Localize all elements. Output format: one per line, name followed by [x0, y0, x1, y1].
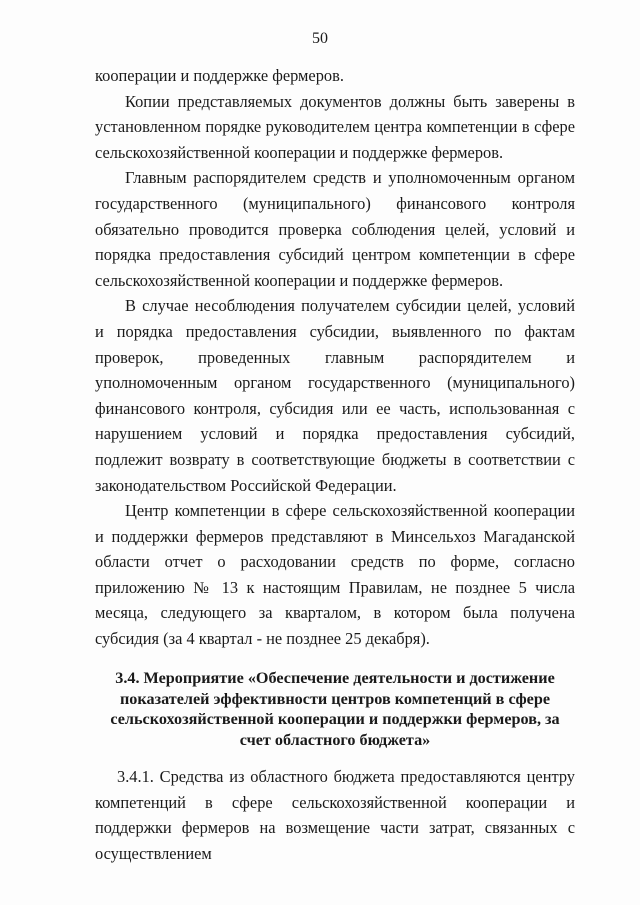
section-heading: 3.4. Мероприятие «Обеспечение деятельности и достижение показателей эффективности центров компетенций в сфере сельскохозяйственной кооперации и поддержки фермеров, за счет областного бюджета» [110, 669, 560, 749]
page-number: 50 [312, 30, 328, 47]
paragraph-copies: Копии представляемых документов должны быть заверены в установленном порядке руководителем центра компетенции в сфере сельскохозяйственной кооперации и поддержке фермеров. [95, 91, 575, 162]
section-text [95, 764, 575, 866]
paragraph-control: Главным распорядителем средств и уполномоченным органом государственного (муниципального) финансового контроля обязательно проводится проверка соблюдения целей, условий и порядка предоставления субсидий центром компетенции в сфере сельскохозяйственной кооперации и поддержке фермеров. [95, 168, 575, 290]
body-text [95, 63, 575, 652]
paragraph-3-4-1: 3.4.1. Средства из областного бюджета предоставляются центру компетенций в сфере сельскохозяйственной кооперации и поддержки фермеров на возмещение части затрат, связанных с осуществлением [95, 767, 575, 863]
paragraph-continuation: кооперации и поддержке фермеров. [95, 66, 344, 85]
paragraph-report: Центр компетенции в сфере сельскохозяйственной кооперации и поддержки фермеров представляют в Минсельхоз Магаданской области отчет о расходовании средств по форме, согласно приложению № 13 к настоящим Правилам, не позднее 5 числа месяца, следующего за кварталом, в котором была получена субсидия (за 4 квартал - не позднее 25 декабря). [95, 501, 575, 649]
paragraph-refund: В случае несоблюдения получателем субсидии целей, условий и порядка предоставления субсидии, выявленного по фактам проверок, проведенных главным распорядителем и уполномоченным органом государственного (муниципального) финансового контроля, субсидия или ее часть, использованная с нарушением условий и порядка предоставления субсидий, подлежит возврату в соответствующие бюджеты в соответствии с законодательством Российской Федерации. [95, 296, 575, 495]
